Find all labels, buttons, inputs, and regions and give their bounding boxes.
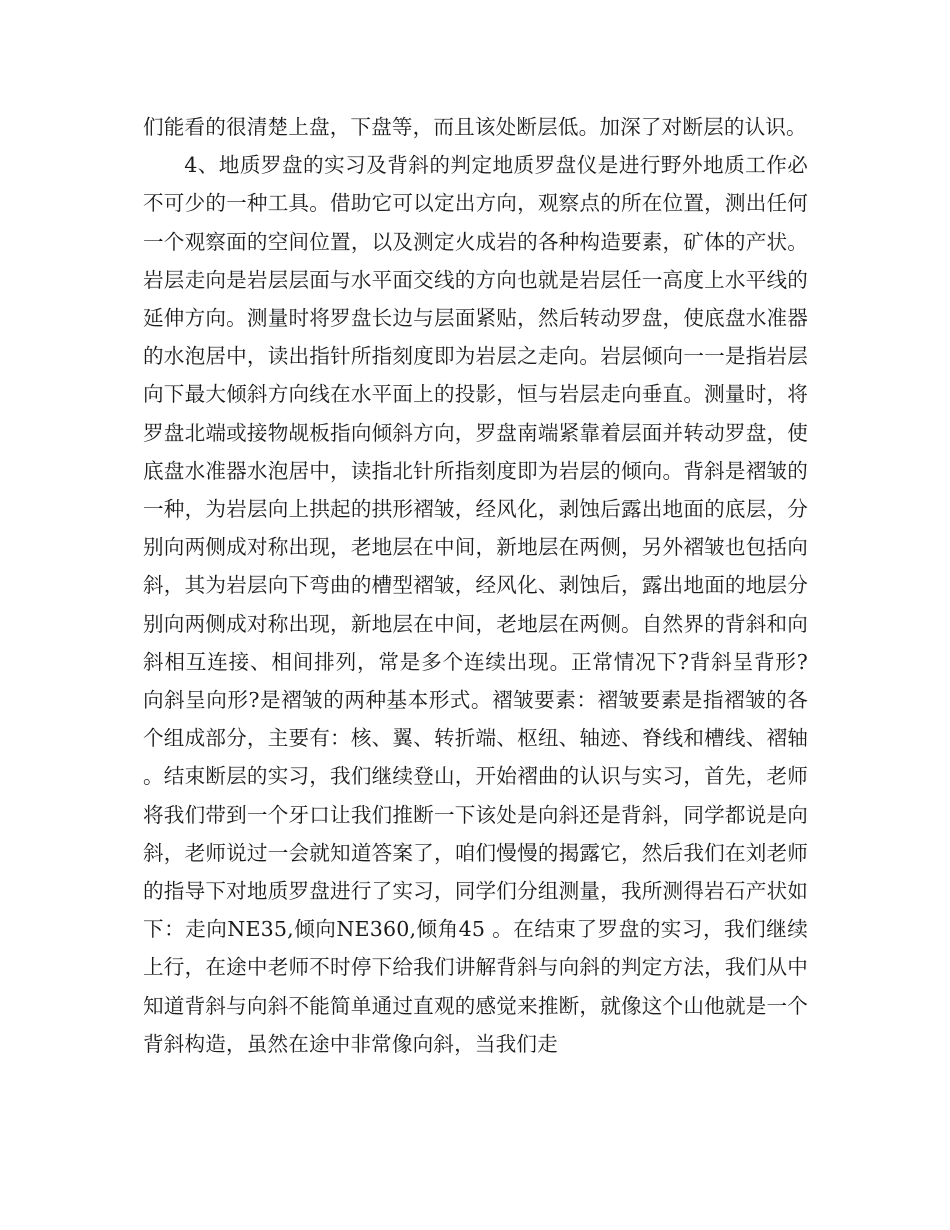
- paragraph-compass-and-anticline: 4、地质罗盘的实习及背斜的判定地质罗盘仪是进行野外地质工作必不可少的一种工具。借助它可以定出方向，观察点的所在位置，测出任何一个观察面的空间位置，以及测定火成岩的各种构造要素，矿体的产状。岩层走向是岩层层面与水平面交线的方向也就是岩层任一高度上水平线的延伸方向。测量时将罗盘长边与层面紧贴，然后转动罗盘，使底盘水准器的水泡居中，读出指针所指刻度即为岩层之走向。岩层倾向一一是指岩层向下最大倾斜方向线在水平面上的投影，恒与岩层走向垂直。测量时，将罗盘北端或接物觇板指向倾斜方向，罗盘南端紧靠着层面并转动罗盘，使底盘水准器水泡居中，读指北针所指刻度即为岩层的倾向。背斜是褶皱的一种，为岩层向上拱起的拱形褶皱，经风化，剥蚀后露出地面的底层，分别向两侧成对称出现，老地层在中间，新地层在两侧，另外褶皱也包括向斜，其为岩层向下弯曲的槽型褶皱，经风化、剥蚀后，露出地面的地层分别向两侧成对称出现，新地层在中间，老地层在两侧。自然界的背斜和向斜相互连接、相间排列，常是多个连续出现。正常情况下?背斜呈背形?向斜呈向形?是褶皱的两种基本形式。褶皱要素：褶皱要素是指褶皱的各个组成部分，主要有：核、翼、转折端、枢纽、轴迹、脊线和槽线、褶轴。结束断层的实习，我们继续登山，开始褶曲的认识与实习，首先，老师将我们带到一个牙口让我们推断一下该处是向斜还是背斜，同学都说是向斜，老师说过一会就知道答案了，咱们慢慢的揭露它，然后我们在刘老师的指导下对地质罗盘进行了实习，同学们分组测量，我所测得岩石产状如下：走向NE35,倾向NE360,倾角45 。在结束了罗盘的实习，我们继续上行，在途中老师不时停下给我们讲解背斜与向斜的判定方法，我们从中知道背斜与向斜不能简单通过直观的感觉来推断，就像这个山他就是一个背斜构造，虽然在途中非常像向斜，当我们走: [143, 153, 808, 1056]
- body-text: [143, 108, 808, 1063]
- paragraph-continuation: 们能看的很清楚上盘，下盘等，而且该处断层低。加深了对断层的认识。: [143, 115, 807, 139]
